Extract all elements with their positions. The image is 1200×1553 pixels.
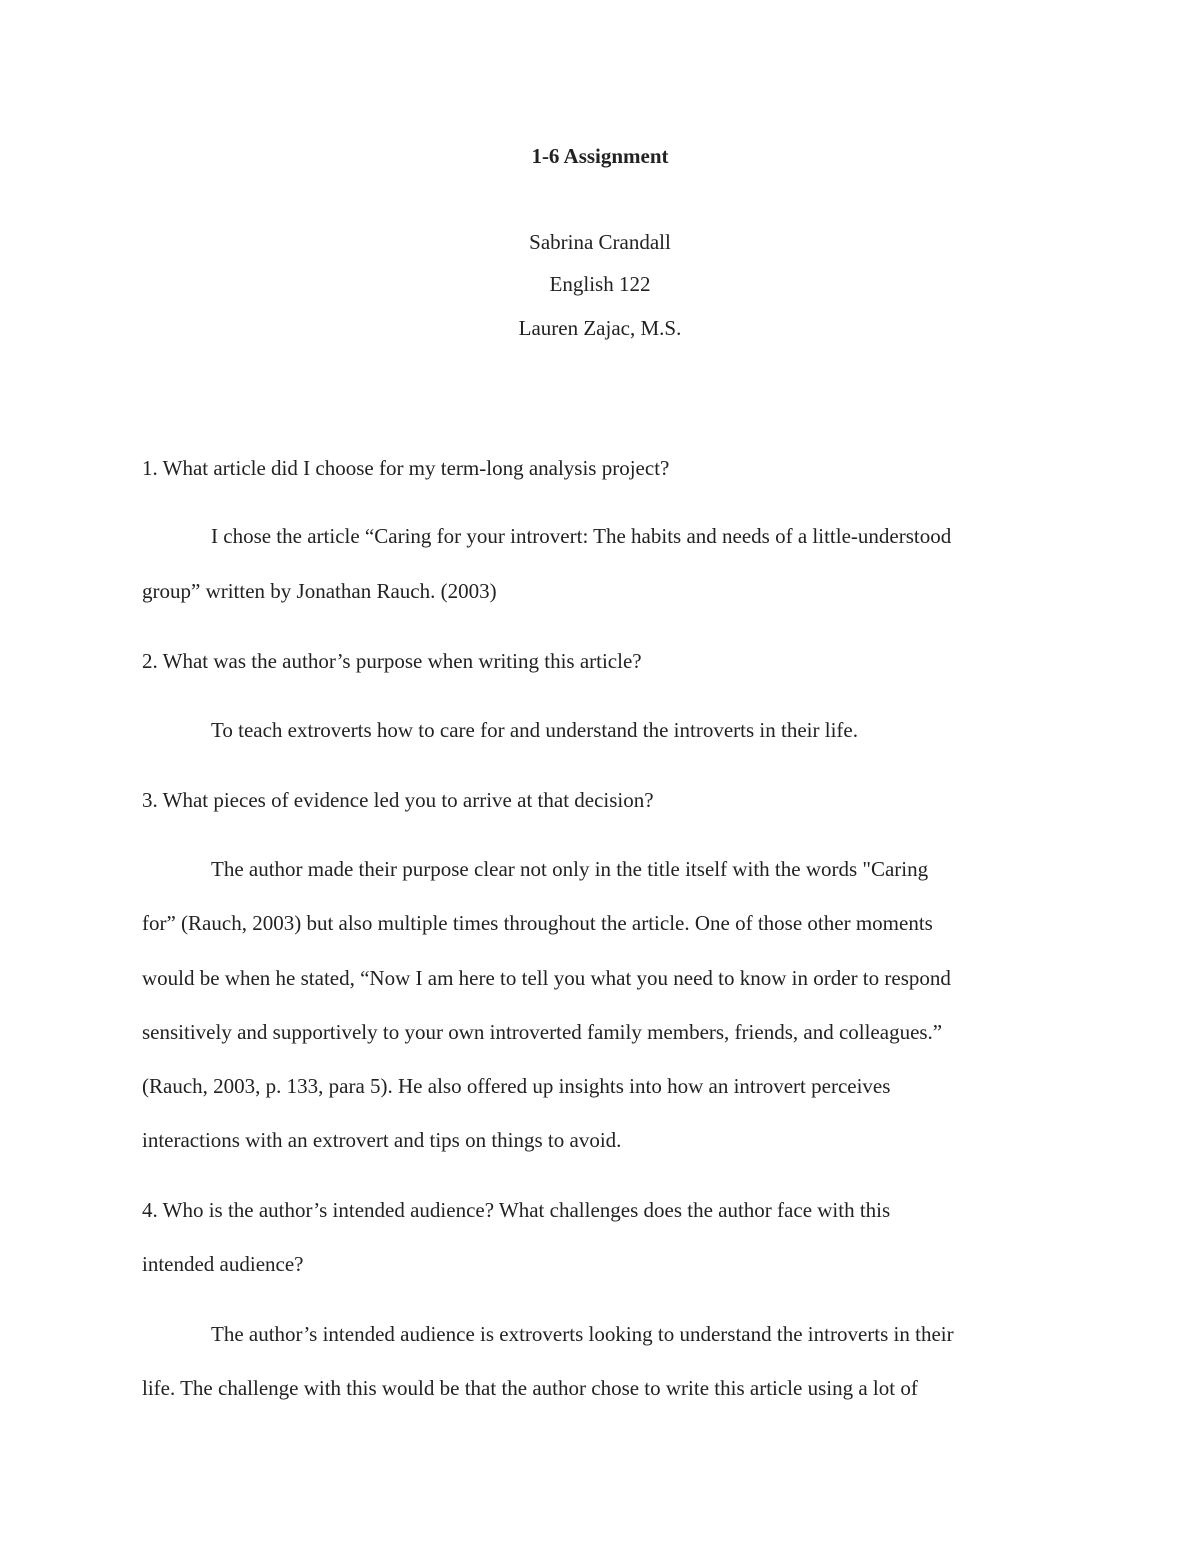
answer-3-line-6: interactions with an extrovert and tips on things to avoid. — [142, 1128, 622, 1152]
course-name: English 122 — [549, 272, 651, 296]
question-4-line-1: 4. Who is the author’s intended audience? What challenges does the author face with this — [142, 1198, 891, 1222]
answer-1-line-2: group” written by Jonathan Rauch. (2003) — [142, 579, 497, 603]
answer-3-line-3: would be when he stated, “Now I am here to tell you what you need to know in order to respond — [142, 966, 951, 990]
answer-4-line-1: The author’s intended audience is extroverts looking to understand the introverts in their — [211, 1322, 954, 1346]
author-name: Sabrina Crandall — [529, 230, 671, 254]
answer-3-line-1: The author made their purpose clear not only in the title itself with the words "Caring — [211, 857, 929, 881]
answer-4-line-2: life. The challenge with this would be that the author chose to write this article using a lot of — [142, 1376, 918, 1400]
answer-2-line-1: To teach extroverts how to care for and understand the introverts in their life. — [211, 718, 858, 742]
question-2: 2. What was the author’s purpose when writing this article? — [142, 649, 642, 673]
instructor-name: Lauren Zajac, M.S. — [518, 316, 682, 340]
question-4-line-2: intended audience? — [142, 1252, 304, 1276]
answer-3-line-5: (Rauch, 2003, p. 133, para 5). He also offered up insights into how an introvert perceives — [142, 1074, 891, 1098]
answer-3-line-2: for” (Rauch, 2003) but also multiple times throughout the article. One of those other moments — [142, 911, 933, 935]
page-title: 1-6 Assignment — [531, 144, 669, 168]
answer-3-line-4: sensitively and supportively to your own introverted family members, friends, and colleagues.” — [142, 1020, 943, 1044]
question-1: 1. What article did I choose for my term-long analysis project? — [142, 456, 670, 480]
answer-1-line-1: I chose the article “Caring for your introvert: The habits and needs of a little-understood — [211, 524, 952, 548]
question-3: 3. What pieces of evidence led you to arrive at that decision? — [142, 788, 654, 812]
